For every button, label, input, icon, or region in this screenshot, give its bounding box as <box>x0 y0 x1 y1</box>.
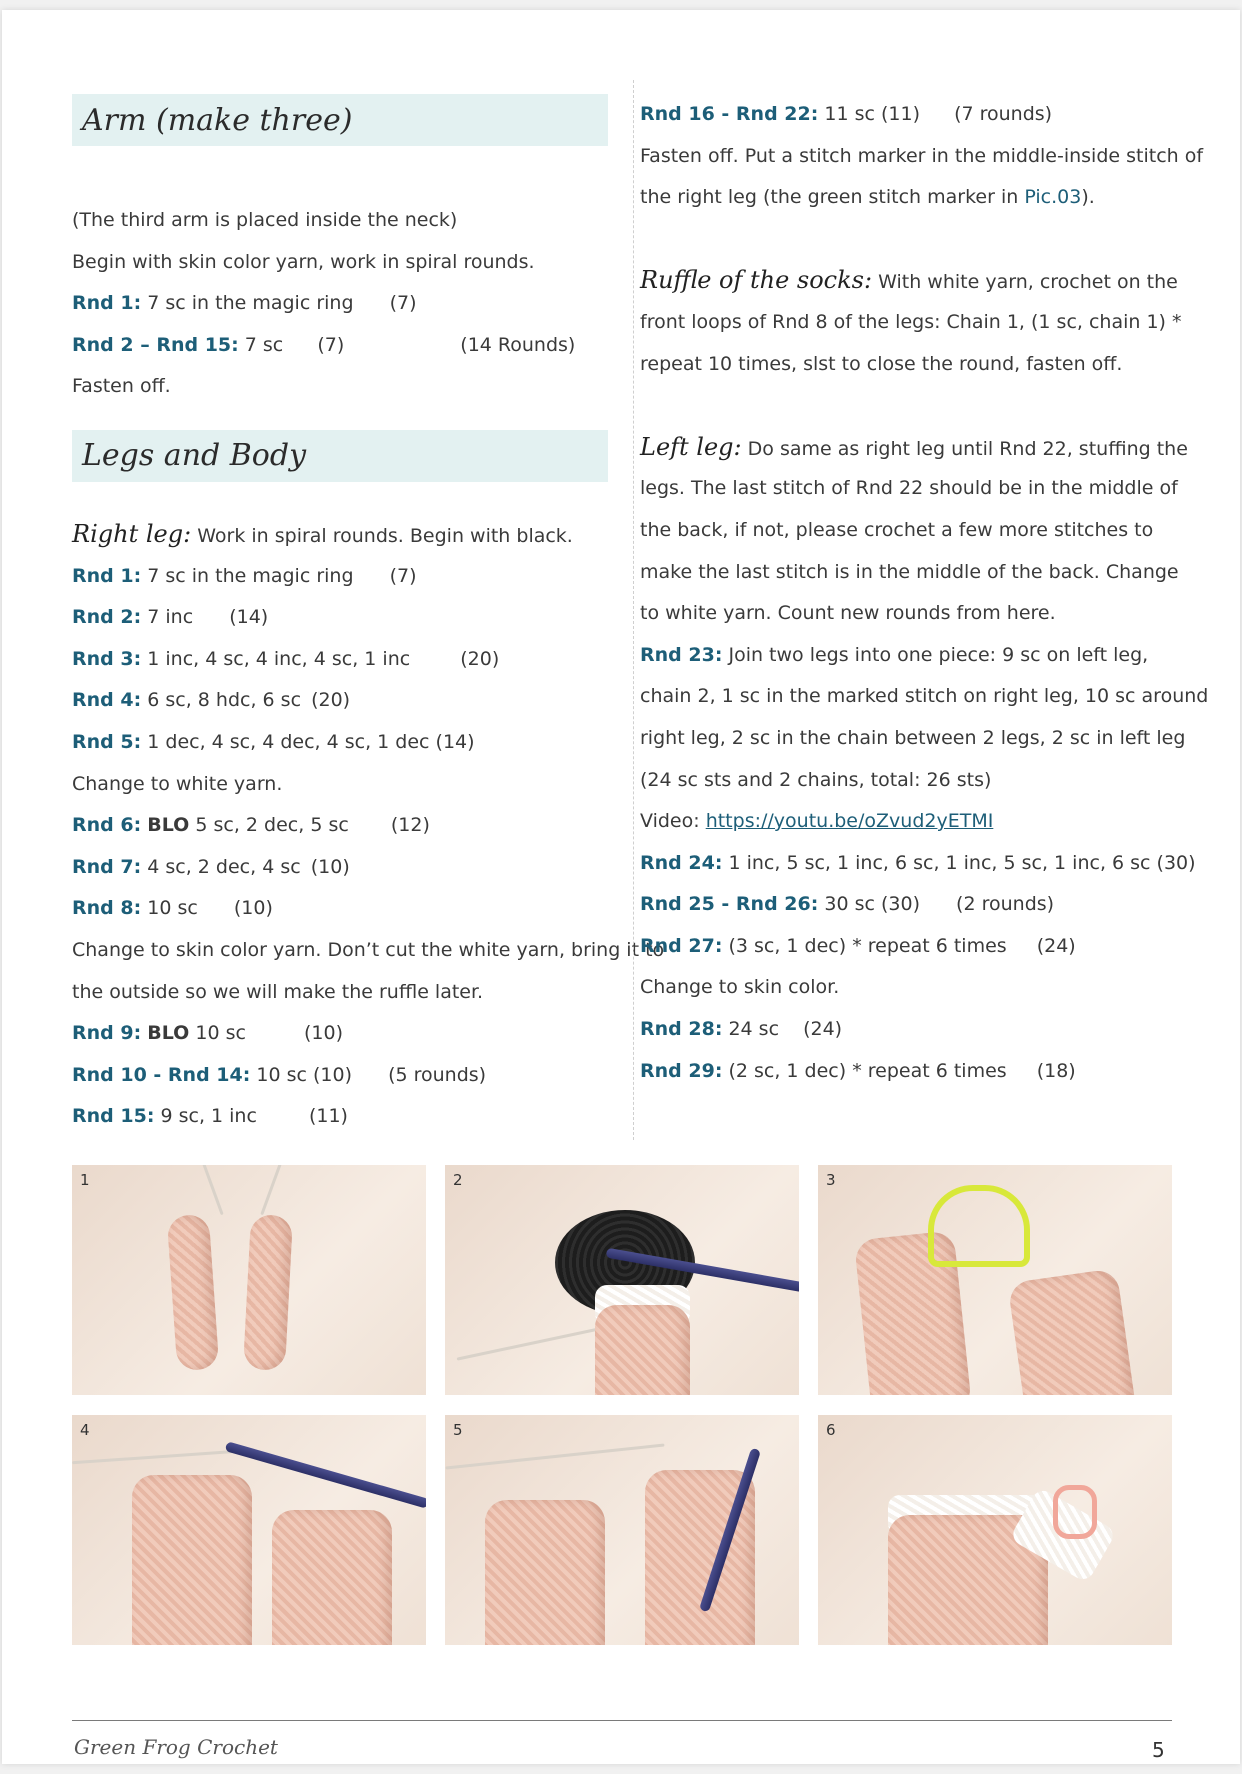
leg-round-8: Rnd 8: 10 sc (10) <box>72 897 273 920</box>
column-divider <box>633 80 634 1140</box>
video-link[interactable]: https://youtu.be/oZvud2yETMI <box>705 810 994 833</box>
left-leg-line-1: Left leg: Do same as right leg until Rnd 22, stuffing the <box>640 432 1188 461</box>
fasten-off-marker-2: the right leg (the green stitch marker in Pic.03). <box>640 186 1095 209</box>
photo-number: 6 <box>826 1421 836 1439</box>
leg-round-9: Rnd 9: BLO 10 sc (10) <box>72 1022 343 1045</box>
pic-reference: Pic.03 <box>1024 186 1082 209</box>
leg-round-6: Rnd 6: BLO 5 sc, 2 dec, 5 sc (12) <box>72 814 430 837</box>
round-29: Rnd 29: (2 sc, 1 dec) * repeat 6 times (18) <box>640 1059 1076 1082</box>
round-23-line-2: chain 2, 1 sc in the marked stitch on right leg, 10 sc around <box>640 685 1209 708</box>
arm-heading: Arm (make three) <box>72 94 608 146</box>
stitch-marker-icon <box>928 1185 1030 1267</box>
right-column <box>640 94 1209 1092</box>
arm-fasten-off: Fasten off. <box>72 375 171 398</box>
leg-round-15: Rnd 15: 9 sc, 1 inc (11) <box>72 1105 348 1128</box>
leg-piece-icon <box>272 1510 392 1645</box>
leg-round-1: Rnd 1: 7 sc in the magic ring (7) <box>72 564 417 587</box>
left-leg-line-5: to white yarn. Count new rounds from here. <box>640 602 1056 625</box>
arm-round-2-15: Rnd 2 – Rnd 15: 7 sc (7) (14 Rounds) <box>72 333 576 356</box>
leg-piece-icon <box>132 1475 252 1645</box>
round-24: Rnd 24: 1 inc, 5 sc, 1 inc, 6 sc, 1 inc, 5 sc, 1 inc, 6 sc (30) <box>640 851 1196 874</box>
leg-piece-icon <box>485 1500 605 1645</box>
leg-round-5: Rnd 5: 1 dec, 4 sc, 4 dec, 4 sc, 1 dec (14) <box>72 730 475 753</box>
round-27: Rnd 27: (3 sc, 1 dec) * repeat 6 times (24) <box>640 934 1076 957</box>
leg-round-4: Rnd 4: 6 sc, 8 hdc, 6 sc (20) <box>72 689 351 712</box>
change-skin-note-2: the outside so we will make the ruffle later. <box>72 980 484 1003</box>
photo-number: 2 <box>453 1171 463 1189</box>
leg-round-7: Rnd 7: 4 sc, 2 dec, 4 sc (10) <box>72 855 350 878</box>
right-leg-intro: Right leg: Work in spiral rounds. Begin with black. <box>72 519 573 548</box>
step-photo-5 <box>445 1415 799 1645</box>
round-28: Rnd 28: 24 sc (24) <box>640 1018 843 1041</box>
round-23-line-3: right leg, 2 sc in the chain between 2 legs, 2 sc in left leg <box>640 726 1186 749</box>
left-leg-line-2: legs. The last stitch of Rnd 22 should be in the middle of <box>640 477 1178 500</box>
step-photo-3 <box>818 1165 1172 1395</box>
ruffle-line-3: repeat 10 times, slst to close the round, fasten off. <box>640 352 1123 375</box>
crochet-hook-icon <box>225 1441 426 1508</box>
arm-round-1: Rnd 1: 7 sc in the magic ring (7) <box>72 292 417 315</box>
leg-piece-icon <box>595 1305 690 1395</box>
left-leg-line-3: the back, if not, please crochet a few more stitches to <box>640 518 1154 541</box>
round-25-26: Rnd 25 - Rnd 26: 30 sc (30) (2 rounds) <box>640 893 1055 916</box>
pattern-page <box>2 10 1240 1764</box>
ruffle-line-2: front loops of Rnd 8 of the legs: Chain 1, (1 sc, chain 1) * <box>640 310 1182 333</box>
leg-piece-icon <box>1007 1268 1138 1395</box>
step-photo-1 <box>72 1165 426 1395</box>
left-column <box>72 94 665 1138</box>
round-23-line-1: Rnd 23: Join two legs into one piece: 9 sc on left leg, <box>640 643 1149 666</box>
stitch-marker-icon <box>1053 1485 1097 1539</box>
arm-begin: Begin with skin color yarn, work in spiral rounds. <box>72 250 535 273</box>
page-number: 5 <box>1152 1738 1165 1762</box>
fasten-off-marker-1: Fasten off. Put a stitch marker in the middle-inside stitch of <box>640 144 1204 167</box>
leg-round-3: Rnd 3: 1 inc, 4 sc, 4 inc, 4 sc, 1 inc (20) <box>72 647 500 670</box>
photo-number: 1 <box>80 1171 90 1189</box>
change-skin-color: Change to skin color. <box>640 976 840 999</box>
photo-number: 3 <box>826 1171 836 1189</box>
legs-body-heading: Legs and Body <box>72 430 608 482</box>
round-23-line-4: (24 sc sts and 2 chains, total: 26 sts) <box>640 768 992 791</box>
arm-note: (The third arm is placed inside the neck) <box>72 209 458 231</box>
leg-round-16-22: Rnd 16 - Rnd 22: 11 sc (11) (7 rounds) <box>640 103 1053 125</box>
brand-name: Green Frog Crochet <box>74 1735 278 1759</box>
step-photo-4 <box>72 1415 426 1645</box>
video-line: Video: https://youtu.be/oZvud2yETMI <box>640 810 994 833</box>
footer-rule <box>72 1720 1172 1721</box>
left-leg-line-4: make the last stitch is in the middle of the back. Change <box>640 560 1179 583</box>
change-skin-note-1: Change to skin color yarn. Don’t cut the white yarn, bring it to <box>72 938 665 961</box>
leg-round-10-14: Rnd 10 - Rnd 14: 10 sc (10) (5 rounds) <box>72 1063 487 1086</box>
photo-number: 5 <box>453 1421 463 1439</box>
step-photo-6 <box>818 1415 1172 1645</box>
step-photo-2 <box>445 1165 799 1395</box>
ruffle-line-1: Ruffle of the socks: With white yarn, crochet on the <box>640 266 1178 295</box>
crocheted-arm-icon <box>167 1214 220 1372</box>
crocheted-arm-icon <box>243 1214 293 1371</box>
change-white: Change to white yarn. <box>72 772 283 795</box>
photo-number: 4 <box>80 1421 90 1439</box>
leg-round-2: Rnd 2: 7 inc (14) <box>72 606 269 629</box>
